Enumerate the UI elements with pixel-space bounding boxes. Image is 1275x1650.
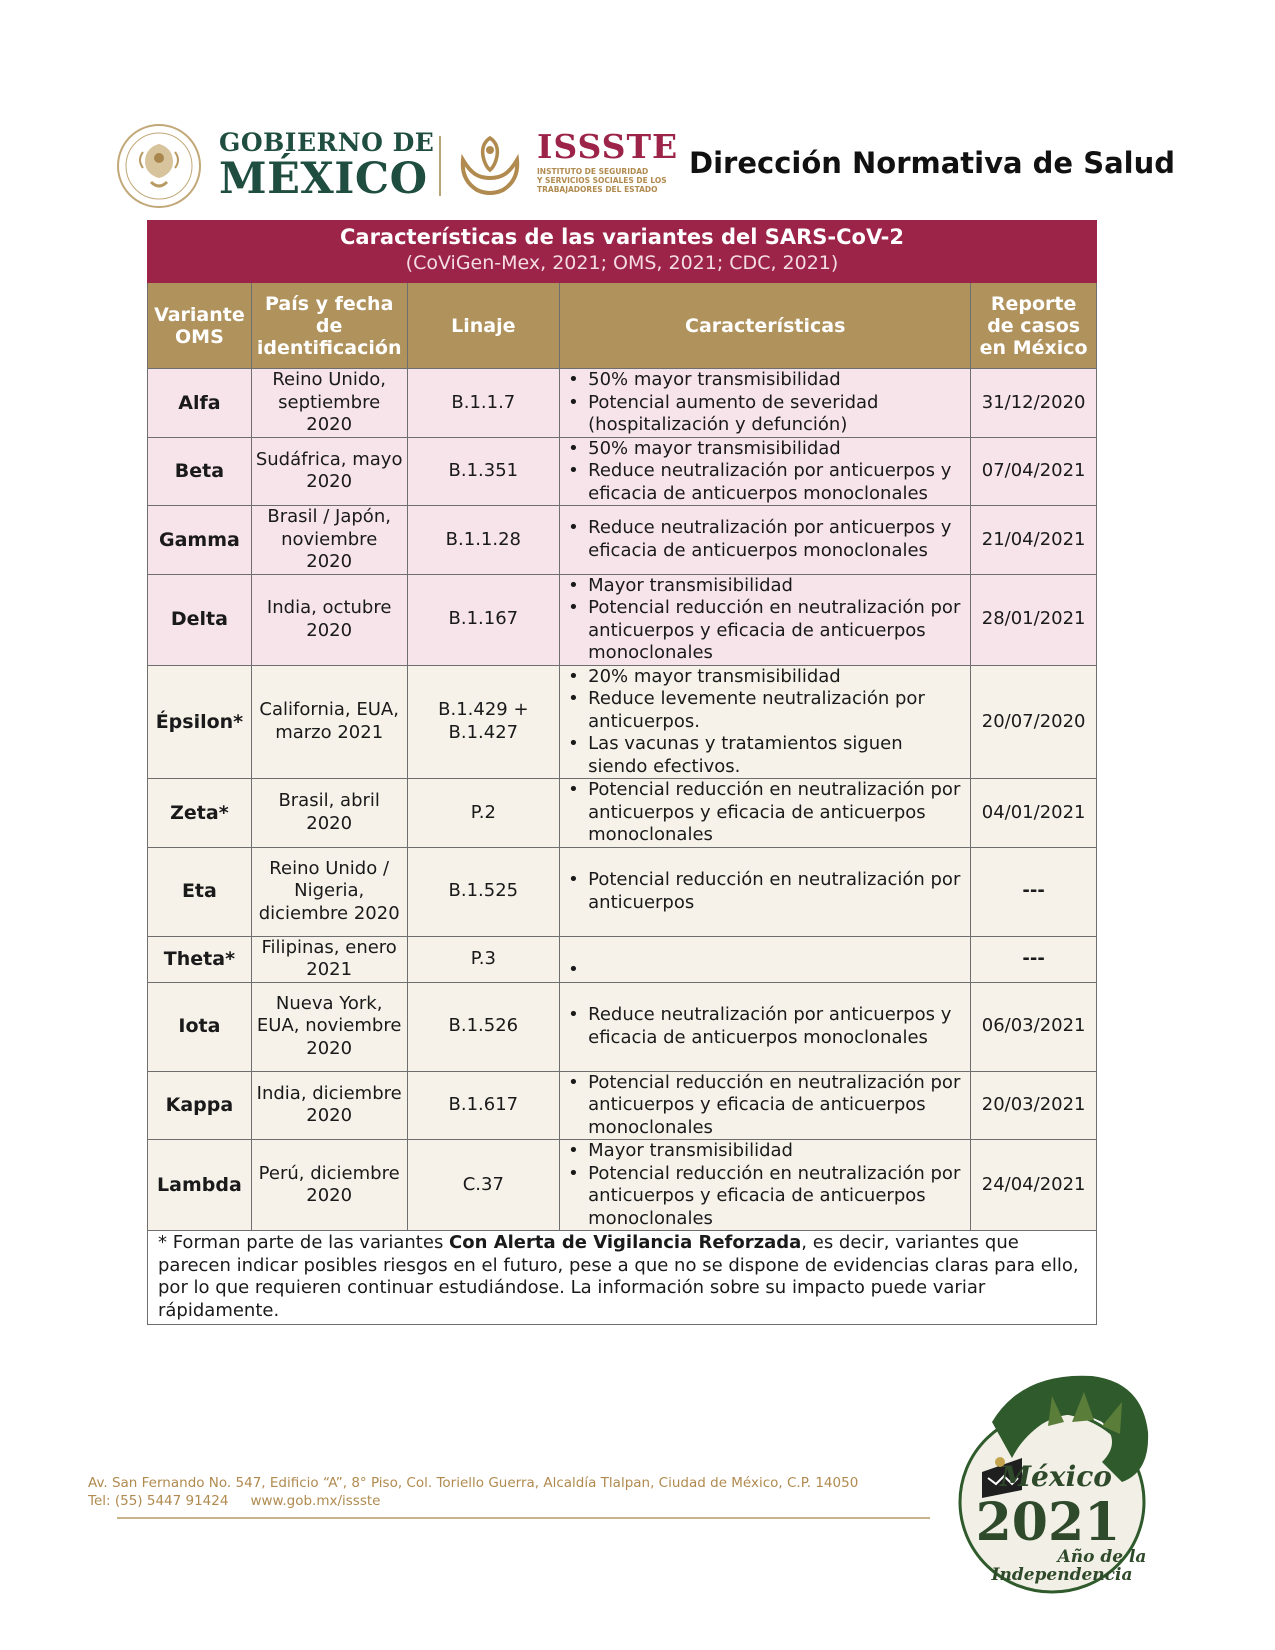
table-row	[148, 665, 1097, 779]
feature-item: • Reduce levemente neutralización por anticuerpos.	[564, 688, 964, 733]
origin-cell: Filipinas, enero 2021	[251, 936, 407, 982]
origin-cell: California, EUA, marzo 2021	[251, 665, 407, 779]
gobierno-line2: MÉXICO	[219, 154, 428, 204]
variants-table	[147, 220, 1097, 1325]
badge-text-year: 2021	[975, 1492, 1121, 1553]
table-footnote-row	[148, 1231, 1097, 1325]
feature-item: • Reduce neutralización por anticuerpos y eficacia de anticuerpos monoclonales	[564, 460, 964, 505]
feature-item: • 50% mayor transmisibilidad	[564, 369, 964, 392]
footer-address: Av. San Fernando No. 547, Edificio “A”, 8° Piso, Col. Toriello Guerra, Alcaldía Tlalpan, Ciudad de México, C.P. 14050	[88, 1475, 859, 1491]
issste-subtitle: INSTITUTO DE SEGURIDAD Y SERVICIOS SOCIALES DE LOS TRABAJADORES DEL ESTADO	[537, 167, 667, 194]
report-date-cell: 07/04/2021	[971, 437, 1097, 506]
lineage-cell: B.1.1.28	[407, 506, 560, 575]
issste-logo	[537, 127, 679, 194]
variant-name: Gamma	[148, 506, 252, 575]
feature-item: • Potencial reducción en neutralización por anticuerpos y eficacia de anticuerpos monoclonales	[564, 1163, 964, 1231]
footnote-bold: Con Alerta de Vigilancia Reforzada	[449, 1232, 802, 1253]
table-title: Características de las variantes del SARS-CoV-2	[339, 225, 905, 249]
footnote-prefix: * Forman parte de las variantes	[158, 1232, 450, 1253]
features-cell	[560, 936, 971, 982]
feature-item: • Reduce neutralización por anticuerpos y eficacia de anticuerpos monoclonales	[564, 517, 964, 562]
variant-name: Zeta*	[148, 779, 252, 848]
origin-cell: India, diciembre 2020	[251, 1071, 407, 1140]
features-cell	[560, 369, 971, 438]
table-footnote	[148, 1231, 1097, 1325]
features-cell	[560, 574, 971, 665]
features-cell	[560, 1071, 971, 1140]
column-header: Características	[560, 283, 971, 369]
column-header: Linaje	[407, 283, 560, 369]
variant-name: Lambda	[148, 1140, 252, 1231]
table-header-row	[148, 283, 1097, 369]
issste-name: ISSSTE	[537, 127, 679, 166]
features-cell	[560, 779, 971, 848]
gobierno-de-mexico-logo	[219, 128, 435, 204]
origin-cell: India, octubre 2020	[251, 574, 407, 665]
lineage-cell: B.1.429 + B.1.427	[407, 665, 560, 779]
report-date-cell: 20/03/2021	[971, 1071, 1097, 1140]
column-header: Variante OMS	[148, 283, 252, 369]
column-header: País y fecha de identificación	[251, 283, 407, 369]
lineage-cell: B.1.351	[407, 437, 560, 506]
lineage-cell: B.1.1.7	[407, 369, 560, 438]
feature-item: • 50% mayor transmisibilidad	[564, 438, 964, 461]
report-date-cell: 20/07/2020	[971, 665, 1097, 779]
table-row	[148, 1140, 1097, 1231]
lineage-cell: B.1.617	[407, 1071, 560, 1140]
lineage-cell: P.2	[407, 779, 560, 848]
lineage-cell: C.37	[407, 1140, 560, 1231]
feature-item: • Mayor transmisibilidad	[564, 1140, 964, 1163]
origin-cell: Nueva York, EUA, noviembre 2020	[251, 982, 407, 1071]
variants-table-container	[147, 220, 1097, 1325]
origin-cell: Perú, diciembre 2020	[251, 1140, 407, 1231]
page-title: Dirección Normativa de Salud	[689, 146, 1175, 180]
table-title-row	[148, 221, 1097, 283]
page-footer	[88, 1474, 858, 1510]
feature-item: • Mayor transmisibilidad	[564, 575, 964, 598]
table-row	[148, 574, 1097, 665]
table-row	[148, 936, 1097, 982]
lineage-cell: P.3	[407, 936, 560, 982]
features-cell	[560, 437, 971, 506]
report-date-cell: 04/01/2021	[971, 779, 1097, 848]
logo-divider	[439, 136, 441, 196]
variant-name: Alfa	[148, 369, 252, 438]
lineage-cell: B.1.167	[407, 574, 560, 665]
origin-cell: Reino Unido, septiembre 2020	[251, 369, 407, 438]
origin-cell: Reino Unido / Nigeria, diciembre 2020	[251, 847, 407, 936]
origin-cell: Brasil, abril 2020	[251, 779, 407, 848]
features-cell	[560, 982, 971, 1071]
report-date-cell: 06/03/2021	[971, 982, 1097, 1071]
features-cell	[560, 506, 971, 575]
table-row	[148, 437, 1097, 506]
badge-text-mexico: México	[1000, 1460, 1112, 1493]
variant-name: Delta	[148, 574, 252, 665]
feature-item: • Potencial reducción en neutralización por anticuerpos y eficacia de anticuerpos monoclonales	[564, 1072, 964, 1140]
feature-item: • Reduce neutralización por anticuerpos y eficacia de anticuerpos monoclonales	[564, 1004, 964, 1049]
serpent-head-2021-emblem-icon	[952, 1362, 1157, 1597]
footer-contact	[88, 1492, 858, 1510]
variant-name: Theta*	[148, 936, 252, 982]
mexico-coat-of-arms-icon	[115, 122, 203, 210]
table-row	[148, 982, 1097, 1071]
footer-divider	[117, 1517, 930, 1519]
feature-item: • 20% mayor transmisibilidad	[564, 666, 964, 689]
lineage-cell: B.1.526	[407, 982, 560, 1071]
variant-name: Épsilon*	[148, 665, 252, 779]
variant-name: Eta	[148, 847, 252, 936]
badge-text-ano: Año de la	[1057, 1547, 1147, 1567]
report-date-cell: ---	[971, 847, 1097, 936]
table-row	[148, 1071, 1097, 1140]
badge-text-independencia: Independencia	[991, 1565, 1133, 1585]
table-row	[148, 779, 1097, 848]
gobierno-line1: GOBIERNO DE	[219, 128, 435, 157]
table-row	[148, 369, 1097, 438]
variant-name: Beta	[148, 437, 252, 506]
report-date-cell: 24/04/2021	[971, 1140, 1097, 1231]
report-date-cell: ---	[971, 936, 1097, 982]
features-cell	[560, 847, 971, 936]
report-date-cell: 31/12/2020	[971, 369, 1097, 438]
report-date-cell: 21/04/2021	[971, 506, 1097, 575]
column-header: Reporte de casos en México	[971, 283, 1097, 369]
feature-item: • Las vacunas y tratamientos siguen siendo efectivos.	[564, 733, 964, 778]
footnote-suffix: , es decir, variantes que parecen indicar posibles riesgos en el futuro, pese a que no se dispone de evidencias claras para ello, por lo que requieren continuar estudiándose. La información sobre su impacto puede variar rápidamente.	[158, 1232, 1079, 1321]
features-cell	[560, 665, 971, 779]
origin-cell: Brasil / Japón, noviembre 2020	[251, 506, 407, 575]
feature-item: • Potencial reducción en neutralización por anticuerpos y eficacia de anticuerpos monoclonales	[564, 597, 964, 665]
features-cell	[560, 1140, 971, 1231]
document-header	[115, 118, 1175, 208]
table-row	[148, 847, 1097, 936]
table-subtitle: (CoViGen-Mex, 2021; OMS, 2021; CDC, 2021)	[405, 252, 839, 274]
report-date-cell: 28/01/2021	[971, 574, 1097, 665]
feature-item: • Potencial reducción en neutralización por anticuerpos y eficacia de anticuerpos monoclonales	[564, 779, 964, 847]
footer-phone: Tel: (55) 5447 91424	[88, 1493, 229, 1509]
feature-item: • Potencial reducción en neutralización por anticuerpos	[564, 869, 964, 914]
table-row	[148, 506, 1097, 575]
variant-name: Iota	[148, 982, 252, 1071]
issste-hands-emblem-icon	[455, 130, 525, 200]
footer-website[interactable]: www.gob.mx/issste	[250, 1493, 381, 1509]
lineage-cell: B.1.525	[407, 847, 560, 936]
feature-item: • Potencial aumento de severidad (hospitalización y defunción)	[564, 392, 964, 437]
variant-name: Kappa	[148, 1071, 252, 1140]
origin-cell: Sudáfrica, mayo 2020	[251, 437, 407, 506]
